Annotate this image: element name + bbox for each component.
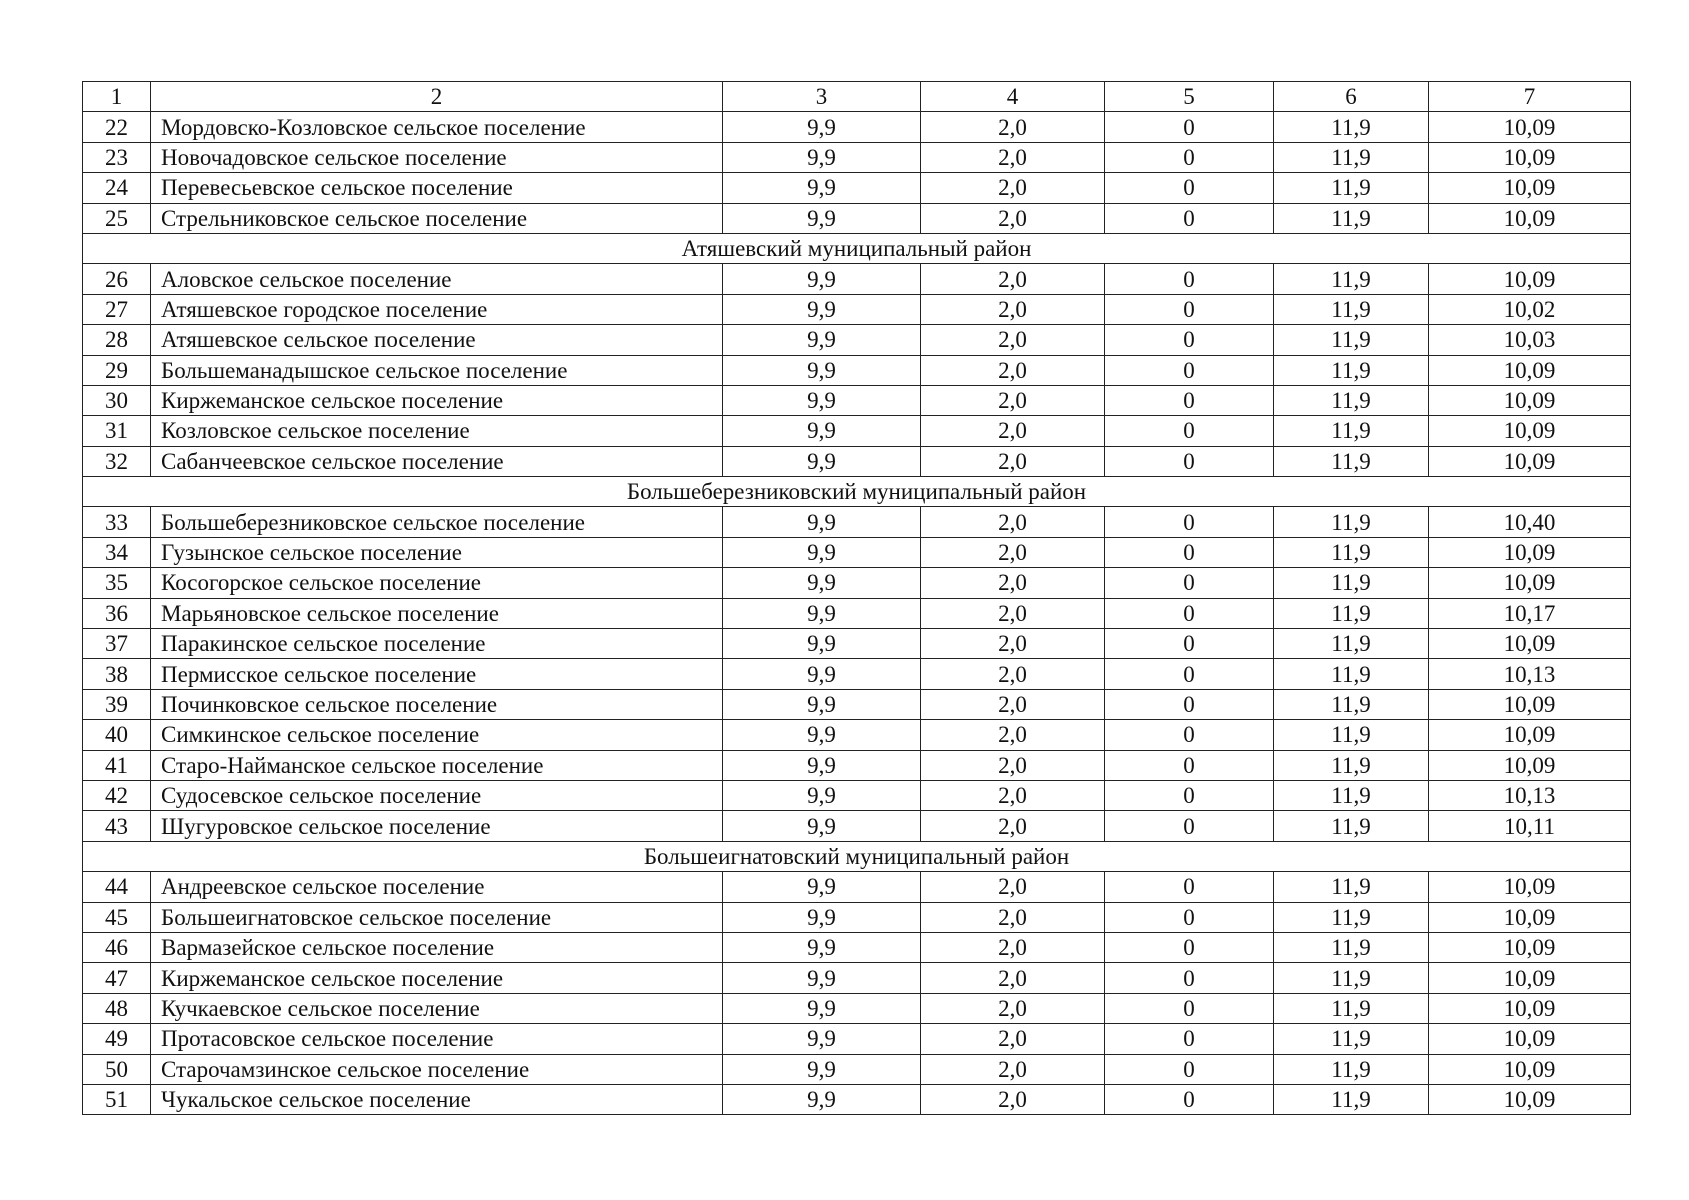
value-col-7: 10,09 — [1429, 446, 1631, 476]
value-col-7: 10,09 — [1429, 1054, 1631, 1084]
value-col-4: 2,0 — [921, 294, 1105, 324]
settlement-name: Большеберезниковское сельское поселение — [151, 507, 723, 537]
table-row — [83, 507, 1631, 537]
value-col-4: 2,0 — [921, 446, 1105, 476]
value-col-7: 10,03 — [1429, 325, 1631, 355]
table-row — [83, 416, 1631, 446]
value-col-6: 11,9 — [1274, 173, 1429, 203]
settlement-name: Вармазейское сельское поселение — [151, 932, 723, 962]
settlement-name: Пермисское сельское поселение — [151, 659, 723, 689]
header-cell: 7 — [1429, 82, 1631, 112]
value-col-3: 9,9 — [723, 689, 921, 719]
header-cell: 4 — [921, 82, 1105, 112]
row-number: 49 — [83, 1024, 151, 1054]
value-col-4: 2,0 — [921, 659, 1105, 689]
value-col-4: 2,0 — [921, 1054, 1105, 1084]
value-col-3: 9,9 — [723, 385, 921, 415]
settlement-name: Козловское сельское поселение — [151, 416, 723, 446]
value-col-7: 10,09 — [1429, 264, 1631, 294]
value-col-3: 9,9 — [723, 173, 921, 203]
value-col-6: 11,9 — [1274, 1084, 1429, 1114]
value-col-5: 0 — [1105, 1024, 1274, 1054]
value-col-5: 0 — [1105, 902, 1274, 932]
value-col-7: 10,09 — [1429, 1084, 1631, 1114]
value-col-3: 9,9 — [723, 294, 921, 324]
value-col-7: 10,09 — [1429, 173, 1631, 203]
table-row — [83, 750, 1631, 780]
row-number: 38 — [83, 659, 151, 689]
table-row — [83, 629, 1631, 659]
row-number: 50 — [83, 1054, 151, 1084]
row-number: 23 — [83, 142, 151, 172]
table-row — [83, 720, 1631, 750]
value-col-6: 11,9 — [1274, 203, 1429, 233]
settlement-name: Кучкаевское сельское поселение — [151, 993, 723, 1023]
row-number: 27 — [83, 294, 151, 324]
table-row — [83, 1084, 1631, 1114]
value-col-5: 0 — [1105, 659, 1274, 689]
value-col-4: 2,0 — [921, 629, 1105, 659]
row-number: 51 — [83, 1084, 151, 1114]
value-col-4: 2,0 — [921, 325, 1105, 355]
settlement-name: Атяшевское сельское поселение — [151, 325, 723, 355]
value-col-4: 2,0 — [921, 932, 1105, 962]
value-col-4: 2,0 — [921, 173, 1105, 203]
settlement-name: Гузынское сельское поселение — [151, 537, 723, 567]
header-cell: 5 — [1105, 82, 1274, 112]
value-col-4: 2,0 — [921, 142, 1105, 172]
header-cell: 1 — [83, 82, 151, 112]
value-col-7: 10,09 — [1429, 689, 1631, 719]
value-col-7: 10,09 — [1429, 203, 1631, 233]
row-number: 28 — [83, 325, 151, 355]
row-number: 40 — [83, 720, 151, 750]
table-row — [83, 537, 1631, 567]
district-heading-row — [83, 841, 1631, 871]
settlement-name: Старо-Найманское сельское поселение — [151, 750, 723, 780]
value-col-4: 2,0 — [921, 750, 1105, 780]
settlement-name: Аловское сельское поселение — [151, 264, 723, 294]
row-number: 35 — [83, 568, 151, 598]
value-col-4: 2,0 — [921, 264, 1105, 294]
row-number: 22 — [83, 112, 151, 142]
value-col-4: 2,0 — [921, 780, 1105, 810]
value-col-4: 2,0 — [921, 689, 1105, 719]
table-row — [83, 173, 1631, 203]
value-col-4: 2,0 — [921, 1084, 1105, 1114]
value-col-4: 2,0 — [921, 416, 1105, 446]
value-col-3: 9,9 — [723, 659, 921, 689]
value-col-6: 11,9 — [1274, 689, 1429, 719]
header-cell: 3 — [723, 82, 921, 112]
row-number: 26 — [83, 264, 151, 294]
row-number: 33 — [83, 507, 151, 537]
table-row — [83, 811, 1631, 841]
settlement-name: Сабанчеевское сельское поселение — [151, 446, 723, 476]
settlement-name: Атяшевское городское поселение — [151, 294, 723, 324]
settlement-name: Паракинское сельское поселение — [151, 629, 723, 659]
value-col-6: 11,9 — [1274, 385, 1429, 415]
value-col-3: 9,9 — [723, 325, 921, 355]
value-col-4: 2,0 — [921, 203, 1105, 233]
value-col-6: 11,9 — [1274, 446, 1429, 476]
value-col-4: 2,0 — [921, 112, 1105, 142]
value-col-5: 0 — [1105, 750, 1274, 780]
table-row — [83, 112, 1631, 142]
table-row — [83, 355, 1631, 385]
value-col-3: 9,9 — [723, 598, 921, 628]
value-col-7: 10,11 — [1429, 811, 1631, 841]
table-row — [83, 142, 1631, 172]
value-col-3: 9,9 — [723, 932, 921, 962]
value-col-3: 9,9 — [723, 993, 921, 1023]
settlement-name: Перевесьевское сельское поселение — [151, 173, 723, 203]
value-col-4: 2,0 — [921, 963, 1105, 993]
row-number: 39 — [83, 689, 151, 719]
value-col-6: 11,9 — [1274, 264, 1429, 294]
value-col-6: 11,9 — [1274, 750, 1429, 780]
value-col-5: 0 — [1105, 355, 1274, 385]
value-col-3: 9,9 — [723, 507, 921, 537]
row-number: 41 — [83, 750, 151, 780]
value-col-7: 10,09 — [1429, 750, 1631, 780]
settlement-name: Косогорское сельское поселение — [151, 568, 723, 598]
table-row — [83, 598, 1631, 628]
value-col-3: 9,9 — [723, 963, 921, 993]
value-col-6: 11,9 — [1274, 780, 1429, 810]
value-col-3: 9,9 — [723, 811, 921, 841]
value-col-5: 0 — [1105, 142, 1274, 172]
value-col-5: 0 — [1105, 203, 1274, 233]
settlements-table — [82, 81, 1631, 1115]
value-col-5: 0 — [1105, 780, 1274, 810]
row-number: 44 — [83, 872, 151, 902]
value-col-3: 9,9 — [723, 629, 921, 659]
settlement-name: Починковское сельское поселение — [151, 689, 723, 719]
value-col-6: 11,9 — [1274, 872, 1429, 902]
value-col-6: 11,9 — [1274, 112, 1429, 142]
value-col-5: 0 — [1105, 932, 1274, 962]
value-col-5: 0 — [1105, 264, 1274, 294]
value-col-5: 0 — [1105, 385, 1274, 415]
value-col-7: 10,09 — [1429, 902, 1631, 932]
row-number: 34 — [83, 537, 151, 567]
table-row — [83, 780, 1631, 810]
row-number: 24 — [83, 173, 151, 203]
value-col-7: 10,02 — [1429, 294, 1631, 324]
table-row — [83, 993, 1631, 1023]
value-col-3: 9,9 — [723, 112, 921, 142]
value-col-5: 0 — [1105, 720, 1274, 750]
settlement-name: Киржеманское сельское поселение — [151, 385, 723, 415]
value-col-3: 9,9 — [723, 902, 921, 932]
value-col-4: 2,0 — [921, 568, 1105, 598]
value-col-3: 9,9 — [723, 1054, 921, 1084]
value-col-7: 10,09 — [1429, 355, 1631, 385]
value-col-5: 0 — [1105, 568, 1274, 598]
value-col-4: 2,0 — [921, 902, 1105, 932]
value-col-4: 2,0 — [921, 507, 1105, 537]
table-row — [83, 325, 1631, 355]
settlement-name: Судосевское сельское поселение — [151, 780, 723, 810]
row-number: 42 — [83, 780, 151, 810]
table-row — [83, 963, 1631, 993]
settlement-name: Чукальское сельское поселение — [151, 1084, 723, 1114]
table-row — [83, 264, 1631, 294]
value-col-5: 0 — [1105, 629, 1274, 659]
value-col-7: 10,09 — [1429, 416, 1631, 446]
value-col-5: 0 — [1105, 294, 1274, 324]
header-cell: 6 — [1274, 82, 1429, 112]
value-col-5: 0 — [1105, 446, 1274, 476]
table-row — [83, 689, 1631, 719]
row-number: 30 — [83, 385, 151, 415]
value-col-7: 10,09 — [1429, 142, 1631, 172]
row-number: 48 — [83, 993, 151, 1023]
value-col-6: 11,9 — [1274, 629, 1429, 659]
settlement-name: Андреевское сельское поселение — [151, 872, 723, 902]
value-col-3: 9,9 — [723, 1024, 921, 1054]
settlement-name: Большеигнатовское сельское поселение — [151, 902, 723, 932]
value-col-6: 11,9 — [1274, 537, 1429, 567]
value-col-5: 0 — [1105, 507, 1274, 537]
value-col-4: 2,0 — [921, 598, 1105, 628]
value-col-4: 2,0 — [921, 537, 1105, 567]
value-col-6: 11,9 — [1274, 1024, 1429, 1054]
row-number: 32 — [83, 446, 151, 476]
value-col-6: 11,9 — [1274, 416, 1429, 446]
settlement-name: Протасовское сельское поселение — [151, 1024, 723, 1054]
district-heading-row — [83, 233, 1631, 263]
value-col-5: 0 — [1105, 689, 1274, 719]
value-col-3: 9,9 — [723, 720, 921, 750]
value-col-3: 9,9 — [723, 355, 921, 385]
value-col-7: 10,13 — [1429, 659, 1631, 689]
value-col-6: 11,9 — [1274, 1054, 1429, 1084]
value-col-4: 2,0 — [921, 872, 1105, 902]
value-col-6: 11,9 — [1274, 355, 1429, 385]
district-heading: Большеберезниковский муниципальный район — [83, 477, 1631, 507]
value-col-5: 0 — [1105, 872, 1274, 902]
value-col-7: 10,09 — [1429, 993, 1631, 1023]
table-row — [83, 203, 1631, 233]
value-col-4: 2,0 — [921, 720, 1105, 750]
value-col-3: 9,9 — [723, 446, 921, 476]
table-row — [83, 1024, 1631, 1054]
value-col-4: 2,0 — [921, 355, 1105, 385]
value-col-7: 10,09 — [1429, 112, 1631, 142]
table-row — [83, 872, 1631, 902]
table-row — [83, 568, 1631, 598]
header-cell: 2 — [151, 82, 723, 112]
settlement-name: Шугуровское сельское поселение — [151, 811, 723, 841]
row-number: 46 — [83, 932, 151, 962]
value-col-7: 10,09 — [1429, 385, 1631, 415]
district-heading: Большеигнатовский муниципальный район — [83, 841, 1631, 871]
value-col-7: 10,09 — [1429, 629, 1631, 659]
value-col-5: 0 — [1105, 598, 1274, 628]
value-col-3: 9,9 — [723, 142, 921, 172]
value-col-3: 9,9 — [723, 780, 921, 810]
value-col-6: 11,9 — [1274, 294, 1429, 324]
value-col-5: 0 — [1105, 325, 1274, 355]
table-row — [83, 446, 1631, 476]
value-col-6: 11,9 — [1274, 568, 1429, 598]
value-col-5: 0 — [1105, 1054, 1274, 1084]
value-col-6: 11,9 — [1274, 659, 1429, 689]
value-col-5: 0 — [1105, 811, 1274, 841]
table-row — [83, 294, 1631, 324]
value-col-4: 2,0 — [921, 1024, 1105, 1054]
row-number: 31 — [83, 416, 151, 446]
row-number: 45 — [83, 902, 151, 932]
value-col-6: 11,9 — [1274, 142, 1429, 172]
value-col-5: 0 — [1105, 993, 1274, 1023]
value-col-3: 9,9 — [723, 1084, 921, 1114]
value-col-6: 11,9 — [1274, 902, 1429, 932]
value-col-7: 10,40 — [1429, 507, 1631, 537]
value-col-5: 0 — [1105, 537, 1274, 567]
row-number: 37 — [83, 629, 151, 659]
district-heading-row — [83, 477, 1631, 507]
value-col-3: 9,9 — [723, 750, 921, 780]
row-number: 36 — [83, 598, 151, 628]
table-header-row — [83, 82, 1631, 112]
table-row — [83, 659, 1631, 689]
table-body — [83, 82, 1631, 1115]
value-col-6: 11,9 — [1274, 993, 1429, 1023]
value-col-6: 11,9 — [1274, 720, 1429, 750]
row-number: 25 — [83, 203, 151, 233]
settlement-name: Большеманадышское сельское поселение — [151, 355, 723, 385]
value-col-5: 0 — [1105, 416, 1274, 446]
value-col-3: 9,9 — [723, 416, 921, 446]
table-row — [83, 932, 1631, 962]
settlement-name: Марьяновское сельское поселение — [151, 598, 723, 628]
value-col-7: 10,09 — [1429, 720, 1631, 750]
value-col-4: 2,0 — [921, 385, 1105, 415]
settlement-name: Новочадовское сельское поселение — [151, 142, 723, 172]
value-col-3: 9,9 — [723, 568, 921, 598]
district-heading: Атяшевский муниципальный район — [83, 233, 1631, 263]
value-col-4: 2,0 — [921, 811, 1105, 841]
value-col-6: 11,9 — [1274, 507, 1429, 537]
value-col-7: 10,09 — [1429, 568, 1631, 598]
table-row — [83, 902, 1631, 932]
value-col-7: 10,09 — [1429, 1024, 1631, 1054]
value-col-5: 0 — [1105, 1084, 1274, 1114]
value-col-7: 10,09 — [1429, 932, 1631, 962]
row-number: 43 — [83, 811, 151, 841]
value-col-7: 10,17 — [1429, 598, 1631, 628]
row-number: 29 — [83, 355, 151, 385]
settlement-name: Мордовско-Козловское сельское поселение — [151, 112, 723, 142]
value-col-7: 10,09 — [1429, 872, 1631, 902]
value-col-6: 11,9 — [1274, 598, 1429, 628]
value-col-3: 9,9 — [723, 264, 921, 294]
table-row — [83, 1054, 1631, 1084]
value-col-4: 2,0 — [921, 993, 1105, 1023]
settlement-name: Киржеманское сельское поселение — [151, 963, 723, 993]
row-number: 47 — [83, 963, 151, 993]
settlement-name: Симкинское сельское поселение — [151, 720, 723, 750]
settlement-name: Стрельниковское сельское поселение — [151, 203, 723, 233]
value-col-5: 0 — [1105, 173, 1274, 203]
value-col-7: 10,09 — [1429, 963, 1631, 993]
value-col-3: 9,9 — [723, 537, 921, 567]
value-col-6: 11,9 — [1274, 963, 1429, 993]
value-col-7: 10,09 — [1429, 537, 1631, 567]
table-row — [83, 385, 1631, 415]
value-col-7: 10,13 — [1429, 780, 1631, 810]
value-col-6: 11,9 — [1274, 325, 1429, 355]
value-col-5: 0 — [1105, 112, 1274, 142]
value-col-3: 9,9 — [723, 203, 921, 233]
value-col-6: 11,9 — [1274, 932, 1429, 962]
value-col-3: 9,9 — [723, 872, 921, 902]
settlement-name: Старочамзинское сельское поселение — [151, 1054, 723, 1084]
value-col-5: 0 — [1105, 963, 1274, 993]
value-col-6: 11,9 — [1274, 811, 1429, 841]
